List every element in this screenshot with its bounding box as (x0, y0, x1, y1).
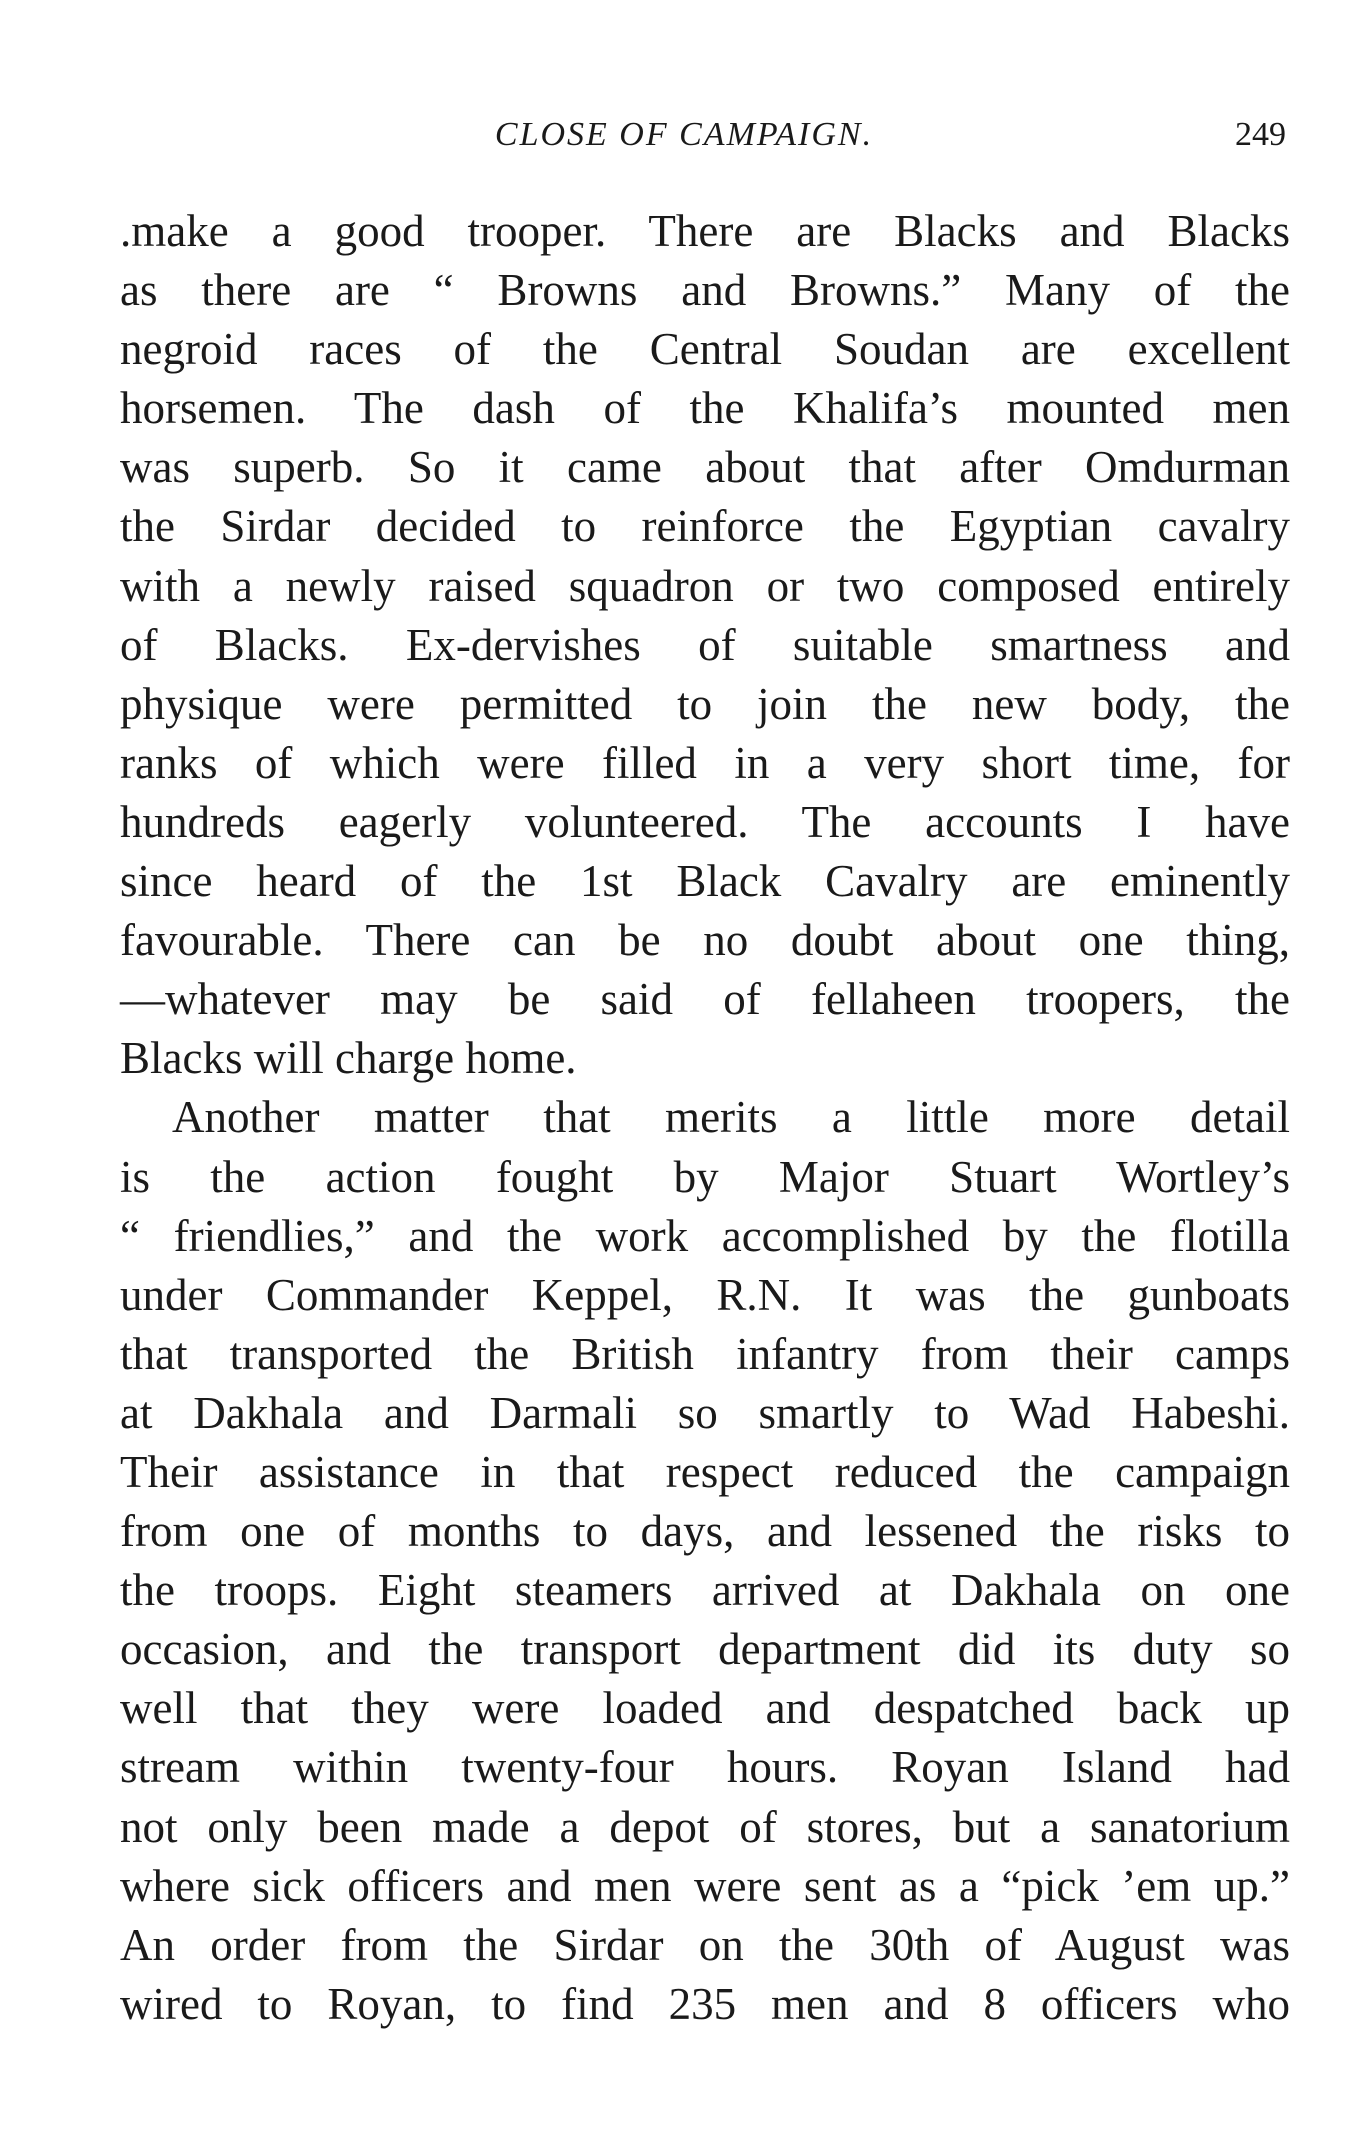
text-line: An order from the Sirdar on the 30th of August was (120, 1919, 1290, 1970)
text-line: wired to Royan, to find 235 men and 8 officers who (120, 1978, 1290, 2029)
running-title: CLOSE OF CAMPAIGN. (494, 116, 874, 153)
text-line: from one of months to days, and lessened the risks to (120, 1506, 1290, 1557)
text-line: —whatever may be said of fellaheen troopers, the (120, 974, 1290, 1025)
text-line: the Sirdar decided to reinforce the Egyptian cavalry (120, 501, 1290, 552)
text-line: of Blacks. Ex-dervishes of suitable smartness and (120, 619, 1290, 670)
text-line: not only been made a depot of stores, but a sanatorium (120, 1801, 1290, 1852)
text-line: since heard of the 1st Black Cavalry are eminently (120, 856, 1290, 907)
text-line: the troops. Eight steamers arrived at Dakhala on one (120, 1565, 1290, 1616)
text-line: as there are “ Browns and Browns.” Many of the (120, 265, 1290, 316)
running-head (0, 110, 1368, 160)
text-line: hundreds eagerly volunteered. The accounts I have (120, 796, 1290, 847)
body-text (120, 202, 1290, 2034)
text-line: stream within twenty-four hours. Royan Island had (120, 1742, 1290, 1793)
text-line: at Dakhala and Darmali so smartly to Wad Habeshi. (120, 1387, 1290, 1438)
text-line: negroid races of the Central Soudan are excellent (120, 324, 1290, 375)
text-line: was superb. So it came about that after Omdurman (120, 442, 1290, 493)
text-line: is the action fought by Major Stuart Wortley’s (120, 1151, 1290, 1202)
paragraph-start-line: Another matter that merits a little more detail (172, 1092, 1290, 1143)
page-number: 249 (1235, 116, 1286, 153)
text-line: occasion, and the transport department did its duty so (120, 1624, 1290, 1675)
text-line: with a newly raised squadron or two composed entirely (120, 560, 1290, 611)
text-line: favourable. There can be no doubt about one thing, (120, 915, 1290, 966)
text-line: horsemen. The dash of the Khalifa’s mounted men (120, 383, 1290, 434)
text-line: ranks of which were filled in a very short time, for (120, 737, 1290, 788)
text-line: that transported the British infantry from their camps (120, 1328, 1290, 1379)
paragraph-end-line: Blacks will charge home. (120, 1033, 577, 1084)
text-line: under Commander Keppel, R.N. It was the gunboats (120, 1269, 1290, 1320)
text-line: “ friendlies,” and the work accomplished by the flotilla (120, 1210, 1290, 1261)
text-line: where sick officers and men were sent as a “pick ’em up.” (120, 1860, 1290, 1911)
text-line: well that they were loaded and despatched back up (120, 1683, 1290, 1734)
text-line: Their assistance in that respect reduced the campaign (120, 1446, 1290, 1497)
text-line: physique were permitted to join the new body, the (120, 678, 1290, 729)
text-line: .make a good trooper. There are Blacks and Blacks (120, 206, 1290, 256)
